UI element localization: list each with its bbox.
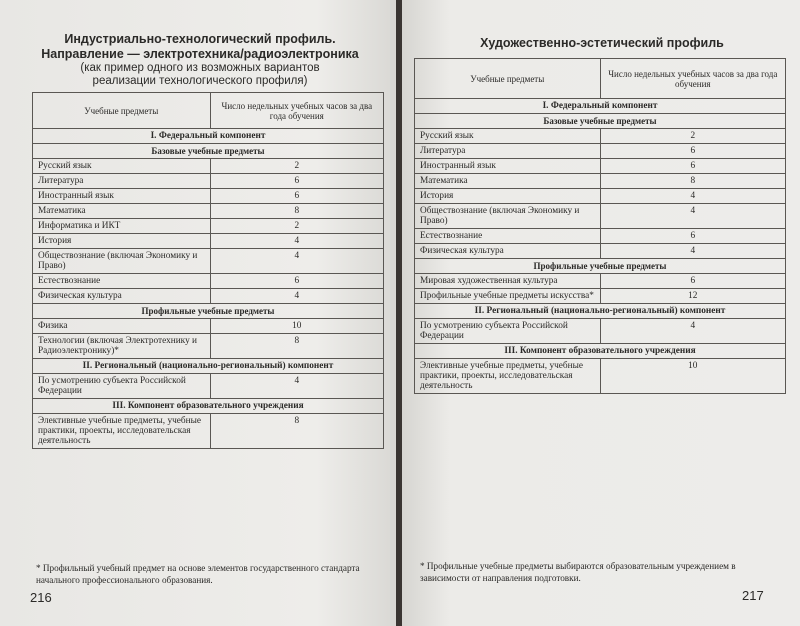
- left-table-row: [33, 189, 384, 204]
- subject-name: Элективные учебные предметы, учебные практики, проекты, исследовательская деятельность: [33, 414, 211, 449]
- subject-name: Математика: [33, 204, 211, 219]
- subject-name: По усмотрению субъекта Российской Федерации: [415, 319, 601, 344]
- left-direction: Направление — электротехника/радиоэлектроника: [41, 47, 359, 61]
- right-footnote: * Профильные учебные предметы выбираются образовательным учреждением в зависимости от направления подготовки.: [420, 561, 736, 583]
- left-table-row: [33, 234, 384, 249]
- subject-hours: 8: [600, 174, 785, 189]
- subject-name: Русский язык: [33, 159, 211, 174]
- right-table-row: [415, 144, 786, 159]
- left-school-header: III. Компонент образовательного учреждения: [33, 399, 384, 414]
- right-table-row: [415, 229, 786, 244]
- subject-hours: 2: [210, 159, 383, 174]
- subject-name: История: [33, 234, 211, 249]
- right-basic-header: Базовые учебные предметы: [415, 114, 786, 129]
- subject-name: Естествознание: [415, 229, 601, 244]
- subject-hours: 4: [210, 374, 383, 399]
- subject-hours: 2: [210, 219, 383, 234]
- right-table-row: [415, 359, 786, 394]
- left-profile-header: Профильные учебные предметы: [33, 304, 384, 319]
- right-table-row: [415, 289, 786, 304]
- left-table-row: [33, 319, 384, 334]
- right-table: [414, 58, 786, 394]
- subject-hours: 10: [600, 359, 785, 394]
- subject-name: Естествознание: [33, 274, 211, 289]
- left-note-1: (как пример одного из возможных вариантов: [80, 62, 320, 74]
- right-school-header: III. Компонент образовательного учреждения: [415, 344, 786, 359]
- subject-name: Обществознание (включая Экономику и Право): [415, 204, 601, 229]
- right-table-row: [415, 274, 786, 289]
- subject-hours: 6: [600, 159, 785, 174]
- subject-hours: 4: [600, 204, 785, 229]
- subject-name: Профильные учебные предметы искусства*: [415, 289, 601, 304]
- subject-name: Обществознание (включая Экономику и Право): [33, 249, 211, 274]
- subject-name: Математика: [415, 174, 601, 189]
- subject-hours: 4: [600, 319, 785, 344]
- left-table-row: [33, 274, 384, 289]
- subject-hours: 6: [210, 274, 383, 289]
- subject-hours: 12: [600, 289, 785, 304]
- right-federal-header: I. Федеральный компонент: [415, 99, 786, 114]
- right-table-row: [415, 319, 786, 344]
- right-table-row: [415, 244, 786, 259]
- subject-hours: 6: [600, 144, 785, 159]
- subject-name: Информатика и ИКТ: [33, 219, 211, 234]
- subject-name: Физика: [33, 319, 211, 334]
- subject-hours: 6: [210, 189, 383, 204]
- left-table-row: [33, 374, 384, 399]
- subject-name: Элективные учебные предметы, учебные практики, проекты, исследовательская деятельность: [415, 359, 601, 394]
- subject-hours: 6: [210, 174, 383, 189]
- subject-hours: 4: [210, 289, 383, 304]
- right-table-row: [415, 189, 786, 204]
- left-table-row: [33, 249, 384, 274]
- right-profile-header: Профильные учебные предметы: [415, 259, 786, 274]
- left-header: [20, 32, 380, 88]
- subject-name: История: [415, 189, 601, 204]
- left-table-row: [33, 159, 384, 174]
- subject-hours: 6: [600, 229, 785, 244]
- left-col-hours: Число недельных учебных часов за два года обучения: [210, 93, 383, 129]
- right-title: Художественно-эстетический профиль: [480, 36, 724, 50]
- right-page-number: 217: [742, 588, 764, 603]
- left-footnote: * Профильный учебный предмет на основе элементов государственного стандарта начального профессионального образования.: [36, 563, 360, 585]
- left-federal-header: I. Федеральный компонент: [33, 129, 384, 144]
- right-page: [402, 0, 800, 626]
- subject-hours: 4: [600, 244, 785, 259]
- right-col-subjects: Учебные предметы: [415, 59, 601, 99]
- subject-name: Физическая культура: [33, 289, 211, 304]
- right-regional-header: II. Региональный (национально-региональный) компонент: [415, 304, 786, 319]
- subject-name: Иностранный язык: [33, 189, 211, 204]
- left-page: [0, 0, 396, 626]
- subject-hours: 6: [600, 274, 785, 289]
- subject-name: Иностранный язык: [415, 159, 601, 174]
- subject-name: Физическая культура: [415, 244, 601, 259]
- left-table: [32, 92, 384, 449]
- left-basic-header: Базовые учебные предметы: [33, 144, 384, 159]
- subject-hours: 2: [600, 129, 785, 144]
- right-table-row: [415, 174, 786, 189]
- right-table-row: [415, 159, 786, 174]
- left-table-row: [33, 334, 384, 359]
- subject-hours: 4: [600, 189, 785, 204]
- left-table-row: [33, 204, 384, 219]
- left-table-row: [33, 414, 384, 449]
- subject-hours: 4: [210, 234, 383, 249]
- right-header: [422, 36, 782, 51]
- left-table-row: [33, 174, 384, 189]
- left-regional-header: II. Региональный (национально-региональный) компонент: [33, 359, 384, 374]
- left-page-number: 216: [30, 590, 52, 605]
- subject-name: Литература: [415, 144, 601, 159]
- subject-hours: 8: [210, 414, 383, 449]
- subject-name: Технологии (включая Электротехнику и Радиоэлектронику)*: [33, 334, 211, 359]
- left-col-subjects: Учебные предметы: [33, 93, 211, 129]
- subject-name: По усмотрению субъекта Российской Федерации: [33, 374, 211, 399]
- subject-hours: 8: [210, 334, 383, 359]
- subject-name: Литература: [33, 174, 211, 189]
- subject-hours: 4: [210, 249, 383, 274]
- subject-name: Русский язык: [415, 129, 601, 144]
- right-table-row: [415, 204, 786, 229]
- left-table-row: [33, 289, 384, 304]
- subject-hours: 10: [210, 319, 383, 334]
- right-col-hours: Число недельных учебных часов за два года обучения: [600, 59, 785, 99]
- right-table-row: [415, 129, 786, 144]
- left-title: Индустриально-технологический профиль.: [64, 32, 336, 46]
- subject-name: Мировая художественная культура: [415, 274, 601, 289]
- left-note-2: реализации технологического профиля): [92, 75, 308, 87]
- left-table-row: [33, 219, 384, 234]
- subject-hours: 8: [210, 204, 383, 219]
